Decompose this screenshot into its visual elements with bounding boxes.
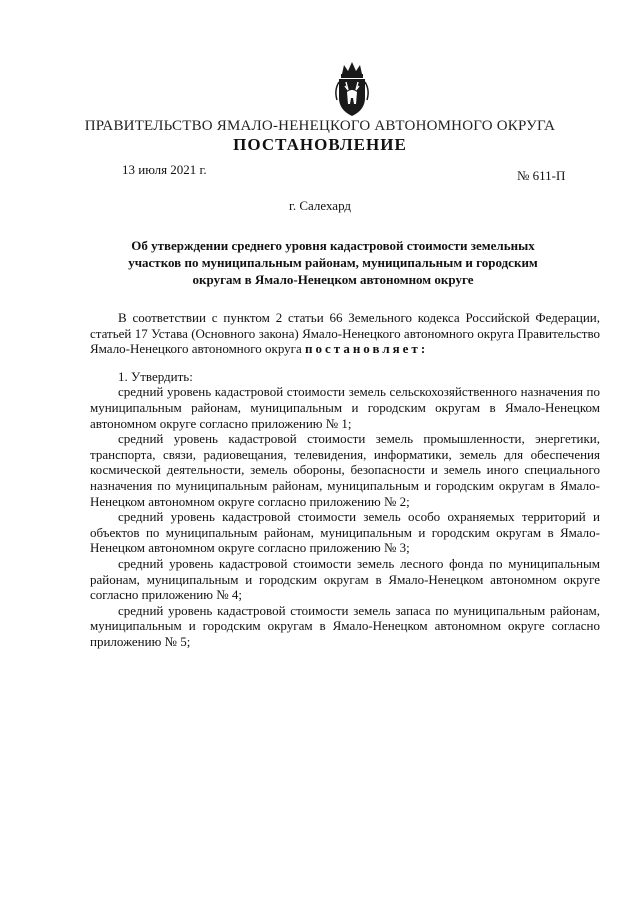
- preamble-text: В соответствии с пунктом 2 статьи 66 Земельного кодекса Российской Федерации, статьей 17 Устава (Основного закона) Ямало-Ненецкого автономного округа Правительство Ямало-Ненецкого автономного округа: [90, 310, 600, 357]
- preamble: [90, 310, 600, 357]
- document-subject: Об утверждении среднего уровня кадастровой стоимости земельных участков по муниципальным районам, муниципальным и городским округам в Ямало-Ненецком автономном округе: [128, 238, 538, 287]
- paragraph-5: средний уровень кадастровой стоимости земель запаса по муниципальным районам, муниципальным и городским округам в Ямало-Ненецком автономном округе согласно приложению № 5;: [90, 602, 600, 649]
- document-body: [90, 310, 600, 649]
- paragraph-4: средний уровень кадастровой стоимости земель лесного фонда по муниципальным районам, муниципальным и городским округам в Ямало-Ненецком автономном округе согласно приложению № 4;: [90, 555, 600, 603]
- decree-word: постановляет:: [305, 341, 429, 357]
- paragraph-3: средний уровень кадастровой стоимости земель особо охраняемых территорий и объектов по муниципальным районам, муниципальным и городским округам в Ямало-Ненецком автономном округе согласно приложению № 3;: [90, 509, 600, 556]
- coat-of-arms-icon: [332, 60, 372, 118]
- document-number: № 611-П: [517, 168, 566, 183]
- item-1-heading: 1. Утвердить:: [118, 368, 193, 384]
- document-date: 13 июля 2021 г.: [122, 162, 207, 177]
- paragraph-1: средний уровень кадастровой стоимости земель сельскохозяйственного назначения по муниципальным районам, муниципальным и городским округам в Ямало-Ненецком автономном округе согласно приложению № 1;: [90, 384, 600, 431]
- document-type-title: ПОСТАНОВЛЕНИЕ: [233, 135, 407, 154]
- paragraph-2: средний уровень кадастровой стоимости земель промышленности, энергетики, транспорта, связи, радиовещания, телевидения, информатики, земель для обеспечения космической деятельности, земель обороны, безопасности и земель иного специального назначения по муниципальным районам, муниципальным и городским округам в Ямало-Ненецком автономном округе согласно приложению № 2;: [90, 431, 600, 509]
- document-city: г. Салехард: [288, 198, 352, 213]
- government-name: ПРАВИТЕЛЬСТВО ЯМАЛО-НЕНЕЦКОГО АВТОНОМНОГО ОКРУГА: [84, 118, 556, 134]
